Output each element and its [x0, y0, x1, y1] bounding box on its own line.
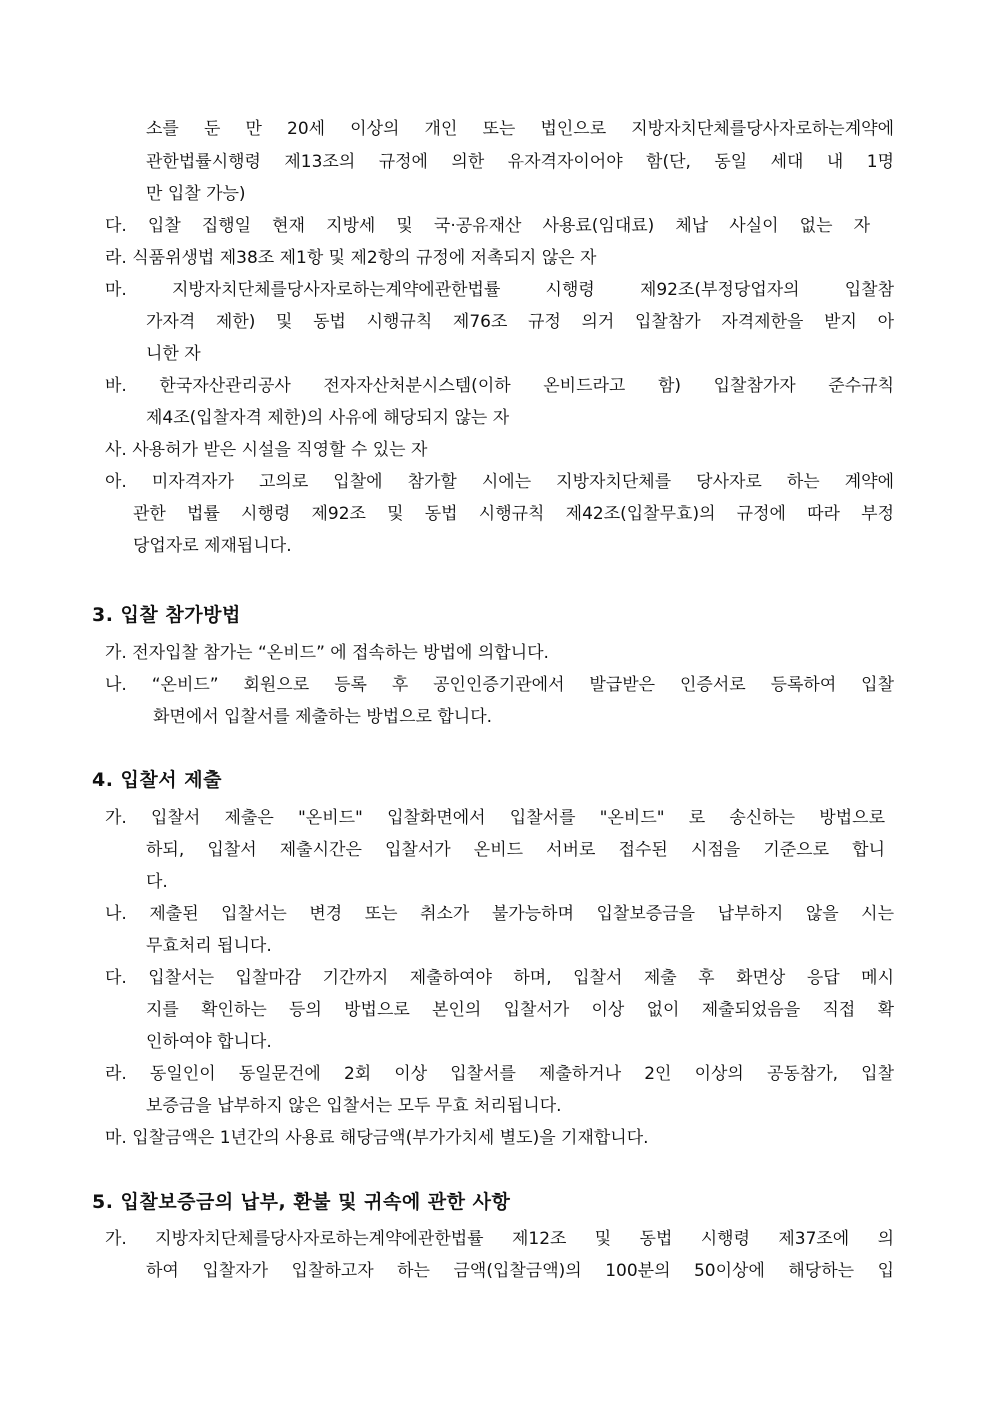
text-line: 관한 법률 시행령 제92조 및 동법 시행규칙 제42조(입찰무효)의 규정에 따라 부정	[133, 504, 894, 524]
text-line: 가자격 제한) 및 동법 시행규칙 제76조 규정 의거 입찰참가 자격제한을 받지 아	[146, 312, 894, 332]
section-heading-3: 3. 입찰 참가방법	[92, 604, 241, 626]
text-line: 지를 확인하는 등의 방법으로 본인의 입찰서가 이상 없이 제출되었음을 직접 확	[146, 1000, 894, 1020]
section-heading-4: 4. 입찰서 제출	[92, 769, 222, 791]
list-item-ma: 마. 지방자치단체를당사자로하는계약에관한법률 시행령 제92조(부정당업자의 입찰참	[105, 280, 894, 300]
list-item-ba: 바. 한국자산관리공사 전자자산처분시스템(이하 온비드라고 함) 입찰참가자 준수규칙	[105, 376, 894, 396]
text-line: 인하여야 합니다.	[146, 1032, 272, 1052]
list-item-ga: 가. 지방자치단체를당사자로하는계약에관한법률 제12조 및 동법 시행령 제37조에 의	[105, 1229, 894, 1249]
section-heading-5: 5. 입찰보증금의 납부, 환불 및 귀속에 관한 사항	[92, 1191, 511, 1213]
list-item-a: 아. 미자격자가 고의로 입찰에 참가할 시에는 지방자치단체를 당사자로 하는 계약에	[105, 472, 894, 492]
list-item-ra: 라. 식품위생법 제38조 제1항 및 제2항의 규정에 저촉되지 않은 자	[105, 248, 597, 268]
list-item-ga: 가. 입찰서 제출은 "온비드" 입찰화면에서 입찰서를 "온비드" 로 송신하는 방법으로	[105, 808, 885, 828]
list-item-ma: 마. 입찰금액은 1년간의 사용료 해당금액(부가가치세 별도)을 기재합니다.	[105, 1128, 649, 1148]
text-line: 화면에서 입찰서를 제출하는 방법으로 합니다.	[153, 707, 493, 727]
text-line: 소를 둔 만 20세 이상의 개인 또는 법인으로 지방자치단체를당사자로하는계약에	[146, 119, 894, 139]
list-item-ga: 가. 전자입찰 참가는 “온비드” 에 접속하는 방법에 의합니다.	[105, 643, 549, 663]
list-item-da: 다. 입찰 집행일 현재 지방세 및 국·공유재산 사용료(임대료) 체납 사실이 없는 자	[105, 216, 870, 236]
text-line: 만 입찰 가능)	[146, 184, 246, 204]
list-item-na: 나. “온비드” 회원으로 등록 후 공인인증기관에서 발급받은 인증서로 등록하여 입찰	[105, 675, 894, 695]
text-line: 무효처리 됩니다.	[146, 936, 272, 956]
list-item-da: 다. 입찰서는 입찰마감 기간까지 제출하여야 하며, 입찰서 제출 후 화면상 응답 메시	[105, 968, 894, 988]
text-line: 하되, 입찰서 제출시간은 입찰서가 온비드 서버로 접수된 시점을 기준으로 합니	[146, 840, 885, 860]
list-item-na: 나. 제출된 입찰서는 변경 또는 취소가 불가능하며 입찰보증금을 납부하지 않을 시는	[105, 904, 894, 924]
text-line: 제4조(입찰자격 제한)의 사유에 해당되지 않는 자	[146, 408, 510, 428]
text-line: 하여 입찰자가 입찰하고자 하는 금액(입찰금액)의 100분의 50이상에 해당하는 입	[146, 1261, 894, 1281]
text-line: 다.	[146, 872, 168, 892]
text-line: 니한 자	[146, 344, 201, 364]
text-line: 당업자로 제재됩니다.	[133, 536, 292, 556]
list-item-ra: 라. 동일인이 동일문건에 2회 이상 입찰서를 제출하거나 2인 이상의 공동참가, 입찰	[105, 1064, 894, 1084]
list-item-sa: 사. 사용허가 받은 시설을 직영할 수 있는 자	[105, 440, 428, 460]
text-line: 관한법률시행령 제13조의 규정에 의한 유자격자이어야 함(단, 동일 세대 내 1명	[146, 152, 894, 172]
text-line: 보증금을 납부하지 않은 입찰서는 모두 무효 처리됩니다.	[146, 1096, 562, 1116]
